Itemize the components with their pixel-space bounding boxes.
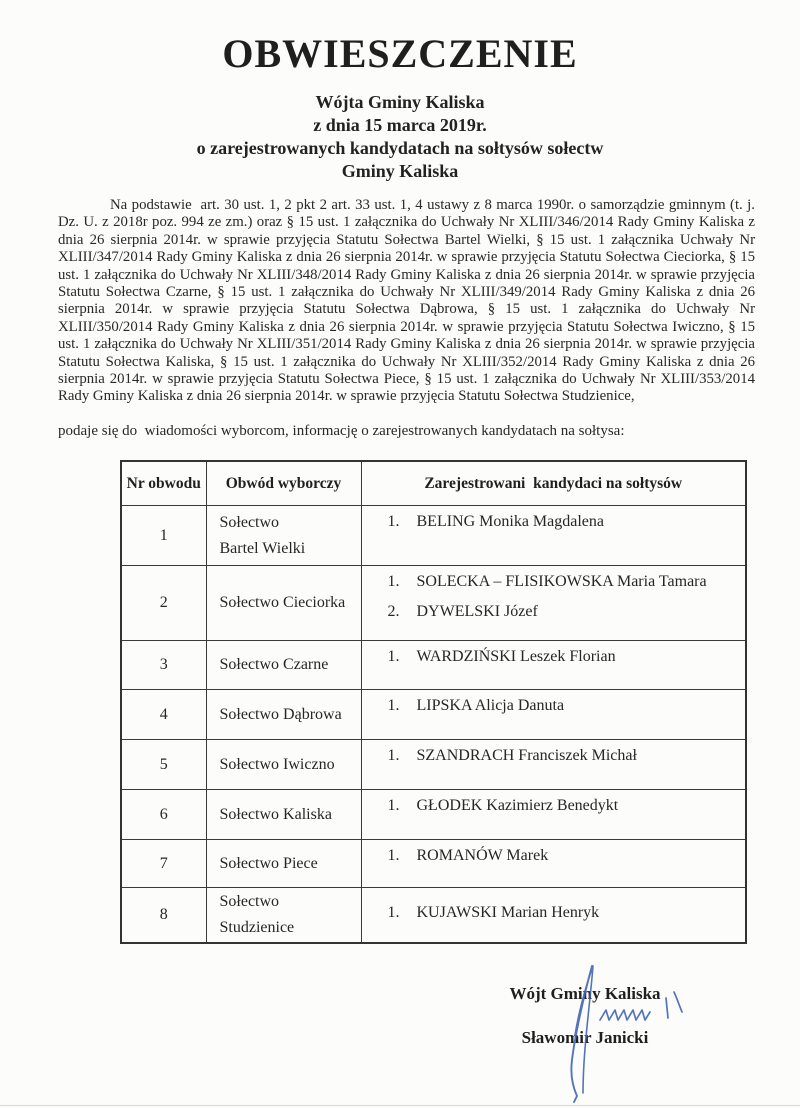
district-name-line: Sołectwo Piece xyxy=(219,854,318,872)
table-row xyxy=(121,888,746,944)
district-number-cell: 6 xyxy=(121,790,206,840)
district-name-cell xyxy=(206,641,361,690)
subtitle-line-subject: o zarejestrowanych kandydatach na sołtysów sołectw xyxy=(196,138,604,158)
document-title: OBWIESZCZENIE xyxy=(222,31,578,76)
signature-block xyxy=(500,984,670,1048)
candidate-entry xyxy=(388,513,740,531)
district-name-cell xyxy=(206,506,361,566)
scan-edge-artifact xyxy=(0,1105,800,1106)
candidate-name: BELING Monika Magdalena xyxy=(416,513,605,531)
candidates-cell xyxy=(361,690,746,740)
candidates-table-header xyxy=(121,461,746,506)
district-name-line: Sołectwo Iwiczno xyxy=(219,755,335,773)
table-row xyxy=(121,790,746,840)
candidate-entry xyxy=(388,904,740,922)
district-number-cell: 4 xyxy=(121,690,206,740)
subtitle-line-municipality: Gminy Kaliska xyxy=(341,161,459,181)
candidates-cell xyxy=(361,790,746,840)
district-number-cell: 5 xyxy=(121,740,206,790)
document-subtitle xyxy=(0,91,800,183)
district-name-cell xyxy=(206,888,361,944)
candidate-entry xyxy=(388,797,740,815)
candidates-table-body xyxy=(121,506,746,944)
district-number-cell: 1 xyxy=(121,506,206,566)
candidates-table xyxy=(120,460,747,945)
table-row xyxy=(121,641,746,690)
candidate-entry xyxy=(388,603,740,621)
district-name-line: Sołectwo Kaliska xyxy=(219,805,332,823)
table-row xyxy=(121,506,746,566)
district-name-line: Studzienice xyxy=(219,919,295,937)
district-name-line: Sołectwo Czarne xyxy=(219,656,329,674)
candidate-number: 1. xyxy=(387,573,400,591)
candidate-name: SOLECKA – FLISIKOWSKA Maria Tamara xyxy=(416,573,707,591)
district-number-cell: 8 xyxy=(121,888,206,944)
signer-position-title: Wójt Gminy Kaliska xyxy=(509,984,661,1003)
candidate-name: LIPSKA Alicja Danuta xyxy=(416,697,565,715)
candidate-number: 2. xyxy=(387,603,400,621)
candidate-name: GŁODEK Kazimierz Benedykt xyxy=(416,797,619,815)
district-name-cell xyxy=(206,566,361,641)
candidate-number: 1. xyxy=(387,904,400,922)
candidates-cell xyxy=(361,888,746,944)
candidate-entry xyxy=(388,847,740,865)
candidates-cell xyxy=(361,840,746,888)
candidate-name: KUJAWSKI Marian Henryk xyxy=(416,904,600,922)
candidate-name: SZANDRACH Franciszek Michał xyxy=(416,747,637,765)
column-header-candidates: Zarejestrowani kandydaci na sołtysów xyxy=(361,461,746,506)
candidate-entry xyxy=(388,747,740,765)
candidate-name: WARDZIŃSKI Leszek Florian xyxy=(416,648,616,666)
column-header-district-name: Obwód wyborczy xyxy=(206,461,361,506)
district-number-cell: 2 xyxy=(121,566,206,641)
district-name-line: Sołectwo xyxy=(219,513,280,531)
candidate-number: 1. xyxy=(387,513,400,531)
intro-line: podaje się do wiadomości wyborcom, informację o zarejestrowanych kandydatach na sołtysa: xyxy=(58,422,625,439)
district-name-cell xyxy=(206,690,361,740)
district-name-cell xyxy=(206,790,361,840)
candidate-number: 1. xyxy=(387,697,400,715)
candidate-number: 1. xyxy=(387,847,400,865)
table-row xyxy=(121,690,746,740)
subtitle-line-date: z dnia 15 marca 2019r. xyxy=(313,115,487,135)
district-number-cell: 3 xyxy=(121,641,206,690)
candidates-cell xyxy=(361,641,746,690)
candidate-entry xyxy=(388,648,740,666)
candidates-cell xyxy=(361,566,746,641)
district-name-line: Sołectwo xyxy=(219,893,280,911)
candidate-number: 1. xyxy=(387,648,400,666)
district-name-cell xyxy=(206,740,361,790)
candidate-number: 1. xyxy=(387,797,400,815)
subtitle-line-issuer: Wójta Gminy Kaliska xyxy=(315,92,485,112)
table-row xyxy=(121,840,746,888)
district-name-line: Sołectwo Cieciorka xyxy=(219,594,346,612)
table-row xyxy=(121,566,746,641)
signer-name: Sławomir Janicki xyxy=(521,1028,649,1047)
candidates-cell xyxy=(361,740,746,790)
candidate-entry xyxy=(388,697,740,715)
table-row xyxy=(121,740,746,790)
district-name-line: Bartel Wielki xyxy=(219,539,306,557)
district-name-cell xyxy=(206,840,361,888)
candidate-entry xyxy=(388,573,740,591)
column-header-district-number: Nr obwodu xyxy=(121,461,206,506)
district-number-cell: 7 xyxy=(121,840,206,888)
candidates-cell xyxy=(361,506,746,566)
district-name-line: Sołectwo Dąbrowa xyxy=(219,705,342,723)
candidate-name: DYWELSKI Józef xyxy=(416,603,538,621)
candidate-number: 1. xyxy=(387,747,400,765)
legal-basis-paragraph: Na podstawie art. 30 ust. 1, 2 pkt 2 art. 33 ust. 1, 4 ustawy z 8 marca 1990r. o samorządzie gminnym (t. j. Dz. U. z 2018r poz. 994 ze zm.) oraz § 15 ust. 1 załącznika do Uchwały Nr XLIII/346/2014 Rady Gminy Kaliska z dnia 26 sierpnia 2014r. w sprawie przyjęcia Statutu Sołectwa Bartel Wielki, § 15 ust. 1 załącznika Uchwały Nr XLIII/347/2014 Rady Gminy Kaliska z dnia 26 sierpnia 2014r. w sprawie przyjęcia Statutu Sołectwa Cieciorka, § 15 ust. 1 załącznika do Uchwały Nr XLIII/348/2014 Rady Gminy Kaliska z dnia 26 sierpnia 2014r. w sprawie przyjęcia Statutu Sołectwa Czarne, § 15 ust. 1 załącznika do Uchwały Nr XLIII/349/2014 Rady Gminy Kaliska z dnia 26 sierpnia 2014r. w sprawie przyjęcia Statutu Sołectwa Dąbrowa, § 15 ust. 1 załącznika do Uchwały Nr XLIII/350/2014 Rady Gminy Kaliska z dnia 26 sierpnia 2014r. w sprawie przyjęcia Statutu Sołectwa Iwiczno, § 15 ust. 1 załącznika do Uchwały Nr XLIII/351/2014 Rady Gminy Kaliska z dnia 26 sierpnia 2014r. w sprawie przyjęcia Statutu Sołectwa Kaliska, § 15 ust. 1 załącznika do Uchwały Nr XLIII/352/2014 Rady Gminy Kaliska z dnia 26 sierpnia 2014r. w sprawie przyjęcia Statutu Sołectwa Piece, § 15 ust. 1 załącznika do Uchwały Nr XLIII/353/2014 Rady Gminy Kaliska z dnia 26 sierpnia 2014r. w sprawie przyjęcia Statutu Sołectwa Studzienice, xyxy=(58,197,759,405)
candidate-name: ROMANÓW Marek xyxy=(416,847,549,865)
